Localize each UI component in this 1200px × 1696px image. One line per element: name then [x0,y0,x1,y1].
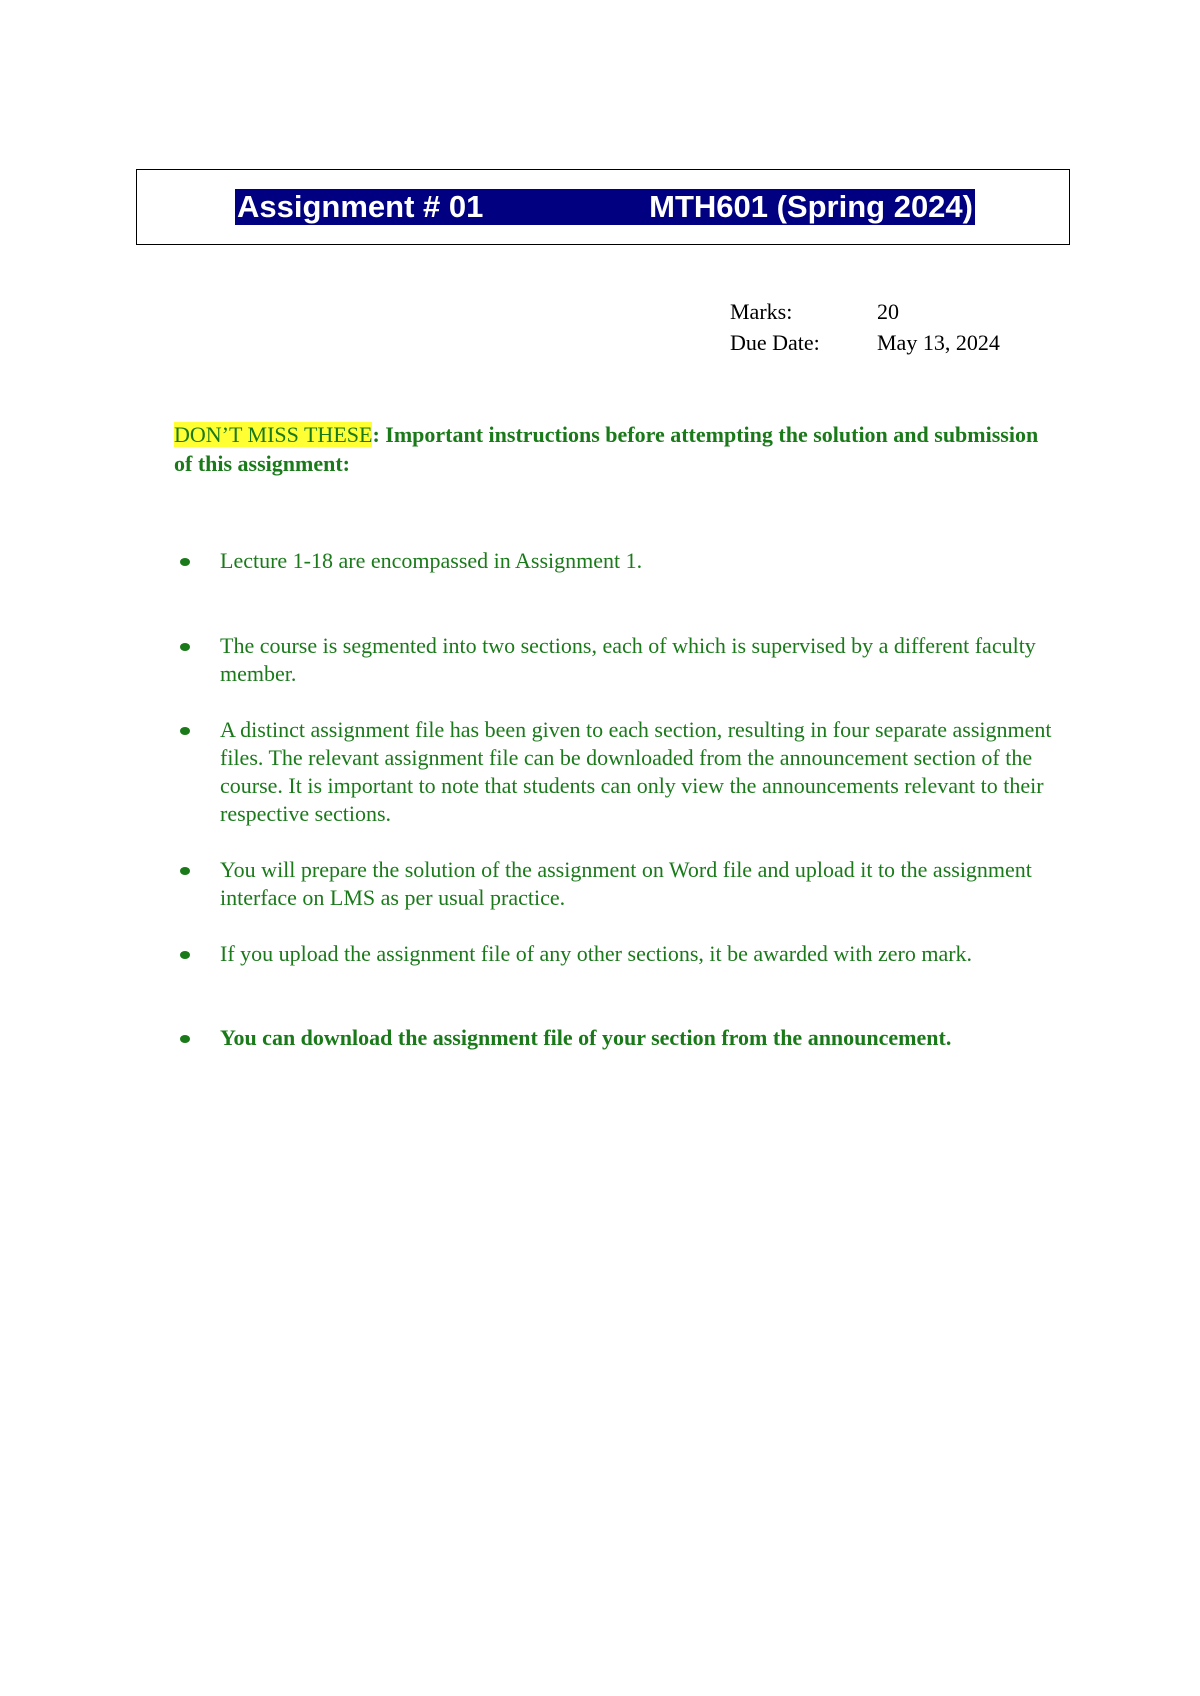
notice-text: : Important instructions before attempting the solution and submission of this assignment: [174,422,1039,476]
assignment-meta [730,296,1000,358]
list-item-text: A distinct assignment file has been given to each section, resulting in four separate assignment files. The relevant assignment file can be downloaded from the announcement section of the course. It is important to note that students can only view the announcements relevant to their respective sections. [220,717,1052,826]
bullet-icon [180,867,190,875]
list-item-text: Lecture 1-18 are encompassed in Assignment 1. [220,548,643,573]
marks-label: Marks: [730,298,793,324]
notice-highlight: DON’T MISS THESE [174,422,373,447]
list-item-text: You can download the assignment file of your section from the announcement. [220,1025,952,1050]
course-title: MTH601 (Spring 2024) [649,189,973,224]
bullet-icon [180,643,190,651]
title-band [235,189,975,225]
due-date-value: May 13, 2024 [877,329,1000,355]
title-box [136,169,1070,245]
important-notice [174,420,1054,478]
marks-row [730,296,1000,327]
marks-value: 20 [877,298,899,324]
bullet-icon [180,951,190,959]
bullet-icon [180,1035,190,1043]
bullet-icon [180,558,190,566]
due-date-row [730,327,1000,358]
due-date-label: Due Date: [730,329,820,355]
assignment-title: Assignment # 01 [237,189,484,224]
list-item-text: You will prepare the solution of the assignment on Word file and upload it to the assignment interface on LMS as per usual practice. [220,857,1032,910]
list-item-text: The course is segmented into two sections, each of which is supervised by a different faculty member. [220,633,1036,686]
bullet-icon [180,727,190,735]
list-item-text: If you upload the assignment file of any other sections, it be awarded with zero mark. [220,941,973,966]
